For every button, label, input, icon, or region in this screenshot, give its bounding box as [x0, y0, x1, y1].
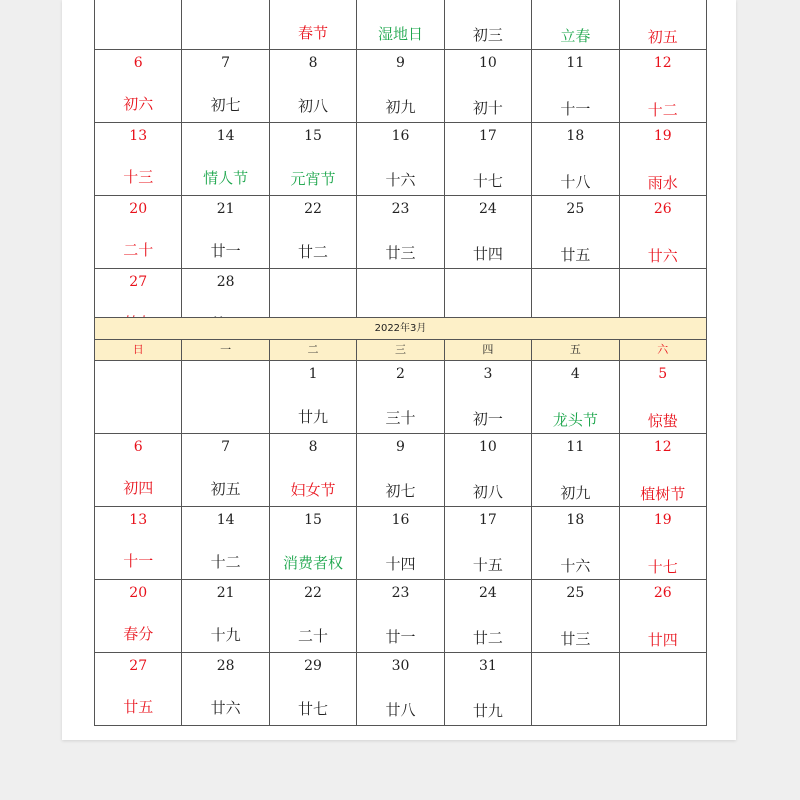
day-cell[interactable]: [182, 580, 269, 653]
lunar-label: 情人节: [203, 169, 249, 187]
day-cell[interactable]: [357, 50, 444, 123]
day-cell[interactable]: [95, 653, 182, 726]
lunar-label: 廿二: [298, 243, 329, 261]
march-calendar-grid: [94, 317, 707, 726]
day-number: 16: [391, 512, 410, 528]
day-number: 26: [653, 585, 672, 601]
day-cell[interactable]: [182, 653, 269, 726]
day-cell[interactable]: [619, 653, 706, 726]
day-cell[interactable]: [444, 50, 531, 123]
day-number: 5: [658, 366, 668, 382]
lunar-label: 廿六: [210, 699, 241, 717]
day-cell[interactable]: [95, 507, 182, 580]
day-cell[interactable]: [269, 50, 356, 123]
lunar-label: 廿三: [385, 244, 416, 262]
lunar-label: 初三: [472, 26, 503, 44]
day-number: 9: [396, 439, 405, 455]
day-number: 27: [129, 274, 148, 290]
day-cell[interactable]: [619, 50, 706, 123]
lunar-label: 十七: [647, 558, 678, 576]
day-cell[interactable]: [269, 580, 356, 653]
day-cell[interactable]: [532, 653, 619, 726]
day-number: 29: [304, 658, 322, 674]
day-number: 28: [216, 274, 235, 290]
lunar-label: 二十: [123, 241, 154, 259]
day-number: 14: [216, 512, 235, 528]
lunar-label: 廿四: [472, 245, 503, 263]
day-number: 13: [129, 128, 148, 144]
month-title: 2022年3月: [95, 318, 707, 340]
lunar-label: 初四: [123, 479, 154, 497]
day-number: 22: [304, 201, 322, 217]
day-cell[interactable]: [95, 434, 182, 507]
weekday-header: 五: [532, 340, 619, 361]
lunar-label: 十四: [385, 555, 416, 573]
day-cell[interactable]: [532, 580, 619, 653]
day-number: 26: [653, 201, 672, 217]
day-number: 17: [478, 512, 497, 528]
week-row: [95, 0, 707, 50]
day-cell[interactable]: [269, 123, 356, 196]
day-cell[interactable]: [444, 507, 531, 580]
lunar-label: 初五: [647, 28, 678, 46]
weekday-header: 一: [182, 340, 269, 361]
lunar-label: 初七: [210, 96, 241, 114]
lunar-label: 消费者权: [283, 554, 344, 572]
day-number: 11: [566, 439, 585, 455]
day-cell[interactable]: [619, 507, 706, 580]
day-number: 3: [483, 366, 493, 382]
week-row: [95, 196, 707, 269]
day-cell[interactable]: [619, 196, 706, 269]
day-cell[interactable]: [182, 0, 269, 50]
day-cell[interactable]: [444, 361, 531, 434]
lunar-label: 初七: [385, 482, 416, 500]
lunar-label: 初八: [472, 483, 503, 501]
lunar-label: 十九: [210, 626, 241, 644]
day-number: 14: [216, 128, 235, 144]
day-number: 19: [653, 128, 672, 144]
weekday-header: 二: [269, 340, 356, 361]
day-cell[interactable]: [269, 196, 356, 269]
day-cell[interactable]: [444, 123, 531, 196]
day-cell[interactable]: [357, 580, 444, 653]
lunar-label: 龙头节: [552, 411, 598, 429]
lunar-label: 春节: [298, 24, 329, 42]
day-cell[interactable]: [182, 196, 269, 269]
lunar-label: 初九: [560, 484, 591, 502]
day-cell[interactable]: [444, 196, 531, 269]
week-row: [95, 507, 707, 580]
day-cell[interactable]: [619, 580, 706, 653]
day-cell[interactable]: [95, 361, 182, 434]
day-number: 4: [570, 366, 580, 382]
lunar-label: 三十: [385, 409, 416, 427]
day-number: 6: [133, 55, 143, 71]
day-cell[interactable]: [532, 123, 619, 196]
weekday-header: 六: [619, 340, 706, 361]
lunar-label: 初十: [472, 99, 503, 117]
day-number: 7: [221, 55, 231, 71]
day-number: 2: [396, 366, 405, 382]
day-cell[interactable]: [269, 653, 356, 726]
day-number: 11: [566, 55, 585, 71]
day-number: 13: [129, 512, 148, 528]
day-number: 18: [566, 512, 585, 528]
lunar-label: 初八: [298, 97, 329, 115]
day-number: 16: [391, 128, 410, 144]
day-cell[interactable]: [357, 123, 444, 196]
day-number: 8: [308, 439, 318, 455]
lunar-label: 廿七: [298, 700, 329, 718]
lunar-label: 春分: [123, 625, 154, 643]
day-number: 19: [653, 512, 672, 528]
day-number: 10: [478, 439, 497, 455]
lunar-label: 雨水: [647, 174, 678, 192]
day-cell[interactable]: [444, 434, 531, 507]
lunar-label: 廿六: [647, 247, 678, 265]
lunar-label: 二十: [298, 627, 329, 645]
day-cell[interactable]: [619, 123, 706, 196]
weekday-header: 日: [95, 340, 182, 361]
day-number: 15: [304, 128, 322, 144]
lunar-label: 廿五: [123, 698, 154, 716]
lunar-label: 湿地日: [377, 25, 423, 43]
lunar-label: 立春: [560, 27, 591, 45]
day-cell[interactable]: [619, 434, 706, 507]
day-cell[interactable]: [182, 123, 269, 196]
day-number: 30: [391, 658, 410, 674]
lunar-label: 廿五: [560, 246, 591, 264]
lunar-label: 十一: [123, 552, 154, 570]
week-row: [95, 653, 707, 726]
day-number: 23: [391, 585, 410, 601]
day-number: 7: [221, 439, 231, 455]
day-number: 23: [391, 201, 410, 217]
day-cell[interactable]: [182, 507, 269, 580]
day-cell[interactable]: [619, 361, 706, 434]
day-number: 12: [653, 439, 672, 455]
day-number: 25: [566, 201, 585, 217]
lunar-label: 廿二: [472, 629, 503, 647]
day-number: 6: [133, 439, 143, 455]
day-cell[interactable]: [357, 434, 444, 507]
day-cell[interactable]: [269, 434, 356, 507]
lunar-label: 十二: [647, 101, 678, 119]
day-number: 25: [566, 585, 585, 601]
day-cell[interactable]: [182, 361, 269, 434]
week-row: [95, 123, 707, 196]
day-cell[interactable]: [95, 580, 182, 653]
day-cell[interactable]: [269, 0, 356, 50]
day-cell[interactable]: [95, 123, 182, 196]
day-cell[interactable]: [95, 50, 182, 123]
day-number: 22: [304, 585, 322, 601]
february-calendar-grid: [94, 0, 707, 342]
day-cell[interactable]: [269, 507, 356, 580]
lunar-label: 廿一: [385, 628, 416, 646]
lunar-label: 十六: [560, 557, 591, 575]
lunar-label: 十一: [560, 100, 591, 118]
day-cell[interactable]: [444, 0, 531, 50]
day-number: 9: [396, 55, 405, 71]
day-number: 8: [308, 55, 318, 71]
day-cell[interactable]: [357, 361, 444, 434]
lunar-label: 十二: [210, 553, 241, 571]
day-number: 1: [308, 366, 318, 382]
lunar-label: 初一: [472, 410, 503, 428]
lunar-label: 廿八: [385, 701, 416, 719]
day-number: 24: [478, 201, 497, 217]
day-cell[interactable]: [357, 507, 444, 580]
lunar-label: 廿四: [647, 631, 678, 649]
lunar-label: 初五: [210, 480, 241, 498]
day-cell[interactable]: [532, 507, 619, 580]
week-row: [95, 50, 707, 123]
day-number: 15: [304, 512, 322, 528]
day-cell[interactable]: [532, 361, 619, 434]
day-number: 18: [566, 128, 585, 144]
day-cell[interactable]: [357, 0, 444, 50]
day-number: 24: [478, 585, 497, 601]
day-cell[interactable]: [532, 434, 619, 507]
day-number: 27: [129, 658, 148, 674]
day-cell[interactable]: [182, 50, 269, 123]
lunar-label: 初九: [385, 98, 416, 116]
day-cell[interactable]: [532, 50, 619, 123]
week-row: [95, 580, 707, 653]
day-cell[interactable]: [444, 580, 531, 653]
day-number: 17: [478, 128, 497, 144]
weekday-header: 三: [357, 340, 444, 361]
lunar-label: 廿九: [298, 408, 329, 426]
day-cell[interactable]: [269, 361, 356, 434]
lunar-label: 十五: [472, 556, 503, 574]
day-cell[interactable]: [95, 196, 182, 269]
day-number: 21: [216, 585, 235, 601]
lunar-label: 妇女节: [290, 481, 336, 499]
day-cell[interactable]: [182, 434, 269, 507]
day-cell[interactable]: [95, 0, 182, 50]
day-cell[interactable]: [357, 653, 444, 726]
day-number: 10: [478, 55, 497, 71]
day-cell[interactable]: [357, 196, 444, 269]
lunar-label: 十八: [560, 173, 591, 191]
lunar-label: 初六: [123, 95, 154, 113]
week-row: [95, 434, 707, 507]
lunar-label: 十七: [472, 172, 503, 190]
lunar-label: 元宵节: [290, 170, 336, 188]
day-cell[interactable]: [532, 0, 619, 50]
day-cell[interactable]: [444, 653, 531, 726]
day-cell[interactable]: [532, 196, 619, 269]
day-cell[interactable]: [619, 0, 706, 50]
day-number: 12: [653, 55, 672, 71]
lunar-label: 廿九: [472, 702, 503, 720]
lunar-label: 廿一: [210, 242, 241, 260]
week-row: [95, 361, 707, 434]
day-number: 20: [129, 585, 148, 601]
day-number: 31: [478, 658, 497, 674]
lunar-label: 廿三: [560, 630, 591, 648]
lunar-label: 植树节: [640, 485, 686, 503]
lunar-label: 十三: [123, 168, 154, 186]
day-number: 21: [216, 201, 235, 217]
lunar-label: 惊蛰: [647, 412, 678, 430]
lunar-label: 十六: [385, 171, 416, 189]
day-number: 20: [129, 201, 148, 217]
weekday-header: 四: [444, 340, 531, 361]
day-number: 28: [216, 658, 235, 674]
